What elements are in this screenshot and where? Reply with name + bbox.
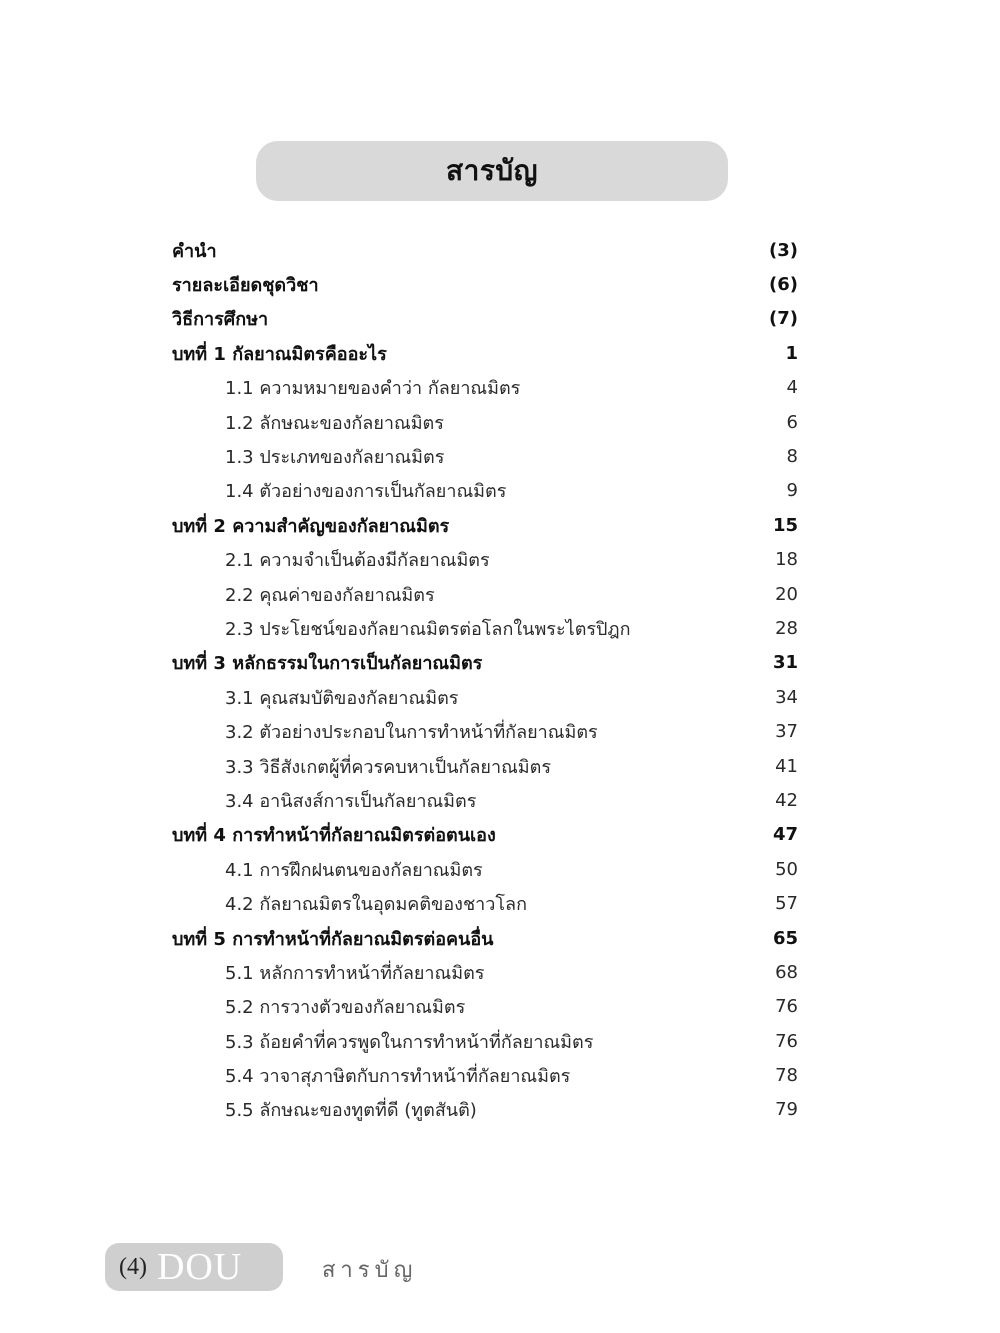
toc-entry-label: 1.2 ลักษณะของกัลยาณมิตร: [225, 412, 444, 434]
toc-chapter-row[interactable]: [172, 921, 798, 955]
toc-section-row[interactable]: [172, 371, 798, 405]
toc-section-row[interactable]: [172, 783, 798, 817]
toc-chapter-row[interactable]: [172, 267, 798, 301]
toc-entry-page: 76: [775, 996, 798, 1018]
toc-entry-page: 1: [785, 342, 798, 364]
footer-badge: [105, 1243, 283, 1291]
toc-entry-page: (7): [769, 308, 798, 330]
toc-entry-label: 3.1 คุณสมบัติของกัลยาณมิตร: [225, 687, 459, 709]
toc-section-row[interactable]: [172, 1058, 798, 1092]
toc-entry-label: 3.2 ตัวอย่างประกอบในการทำหน้าที่กัลยาณมิตร: [225, 722, 598, 744]
toc-entry-label: 5.1 หลักการทำหน้าที่กัลยาณมิตร: [225, 962, 485, 984]
toc-entry-page: 68: [775, 961, 798, 983]
toc-entry-label: 5.3 ถ้อยคำที่ควรพูดในการทำหน้าที่กัลยาณมิตร: [225, 1031, 594, 1053]
toc-entry-page: 78: [775, 1065, 798, 1087]
footer-section-title: สารบัญ: [322, 1258, 418, 1283]
toc-chapter-row[interactable]: [172, 336, 798, 370]
toc-chapter-row[interactable]: [172, 818, 798, 852]
footer-page-number: (4): [119, 1253, 147, 1280]
toc-section-row[interactable]: [172, 543, 798, 577]
dou-logo: DOU: [156, 1246, 243, 1288]
toc-entry-page: 37: [775, 721, 798, 743]
toc-section-row[interactable]: [172, 990, 798, 1024]
toc-entry-page: 6: [786, 411, 798, 433]
toc-entry-label: 1.1 ความหมายของคำว่า กัลยาณมิตร: [225, 378, 521, 400]
page-title: สารบัญ: [446, 154, 538, 187]
toc-entry-label: 5.5 ลักษณะของทูตที่ดี (ทูตสันติ): [225, 1100, 477, 1122]
toc-entry-label: 2.1 ความจำเป็นต้องมีกัลยาณมิตร: [225, 550, 490, 572]
toc-entry-page: 28: [775, 617, 798, 639]
toc-section-row[interactable]: [172, 886, 798, 920]
toc-section-row[interactable]: [172, 577, 798, 611]
toc-chapter-row[interactable]: [172, 508, 798, 542]
toc-entry-label: บทที่ 1 กัลยาณมิตรคืออะไร: [172, 343, 387, 365]
toc-entry-page: 18: [775, 549, 798, 571]
toc-section-row[interactable]: [172, 714, 798, 748]
table-of-contents: [172, 233, 798, 1127]
title-banner: [256, 141, 728, 201]
toc-entry-label: รายละเอียดชุดวิชา: [172, 275, 319, 297]
toc-section-row[interactable]: [172, 474, 798, 508]
toc-section-row[interactable]: [172, 405, 798, 439]
toc-section-row[interactable]: [172, 439, 798, 473]
toc-section-row[interactable]: [172, 1093, 798, 1127]
toc-chapter-row[interactable]: [172, 302, 798, 336]
toc-entry-page: 8: [786, 446, 798, 468]
toc-entry-page: (6): [769, 274, 798, 296]
toc-entry-page: 15: [772, 514, 798, 536]
toc-entry-label: บทที่ 3 หลักธรรมในการเป็นกัลยาณมิตร: [172, 653, 483, 675]
toc-entry-page: 20: [775, 583, 798, 605]
toc-entry-label: 2.3 ประโยชน์ของกัลยาณมิตรต่อโลกในพระไตรปิฎก: [225, 618, 631, 640]
toc-entry-label: 5.4 วาจาสุภาษิตกับการทำหน้าที่กัลยาณมิตร: [225, 1066, 571, 1088]
toc-entry-page: 4: [786, 377, 798, 399]
toc-entry-page: (3): [769, 239, 798, 261]
toc-entry-label: บทที่ 4 การทำหน้าที่กัลยาณมิตรต่อตนเอง: [172, 825, 496, 847]
toc-section-row[interactable]: [172, 680, 798, 714]
toc-entry-label: 5.2 การวางตัวของกัลยาณมิตร: [225, 997, 466, 1019]
toc-entry-label: 1.3 ประเภทของกัลยาณมิตร: [225, 447, 445, 469]
toc-chapter-row[interactable]: [172, 646, 798, 680]
toc-entry-label: 3.4 อานิสงส์การเป็นกัลยาณมิตร: [225, 790, 477, 812]
toc-section-row[interactable]: [172, 611, 798, 645]
toc-entry-label: บทที่ 2 ความสำคัญของกัลยาณมิตร: [172, 515, 450, 537]
toc-section-row[interactable]: [172, 955, 798, 989]
toc-entry-page: 9: [786, 480, 798, 502]
toc-section-row[interactable]: [172, 852, 798, 886]
toc-entry-page: 47: [772, 824, 798, 846]
toc-entry-label: คำนำ: [172, 240, 217, 262]
toc-entry-page: 57: [775, 893, 798, 915]
toc-chapter-row[interactable]: [172, 233, 798, 267]
toc-entry-page: 76: [775, 1030, 798, 1052]
toc-entry-label: 2.2 คุณค่าของกัลยาณมิตร: [225, 584, 435, 606]
toc-entry-label: บทที่ 5 การทำหน้าที่กัลยาณมิตรต่อคนอื่น: [172, 928, 494, 950]
toc-section-row[interactable]: [172, 1024, 798, 1058]
toc-entry-page: 31: [772, 652, 798, 674]
toc-entry-page: 79: [775, 1099, 798, 1121]
toc-entry-page: 41: [775, 755, 798, 777]
toc-entry-label: 4.1 การฝึกฝนตนของกัลยาณมิตร: [225, 859, 483, 881]
toc-entry-label: 1.4 ตัวอย่างของการเป็นกัลยาณมิตร: [225, 481, 507, 503]
toc-entry-label: วิธีการศึกษา: [172, 309, 269, 331]
toc-entry-page: 50: [775, 858, 798, 880]
toc-entry-page: 34: [775, 686, 798, 708]
toc-section-row[interactable]: [172, 749, 798, 783]
toc-entry-label: 3.3 วิธีสังเกตผู้ที่ควรคบหาเป็นกัลยาณมิตร: [225, 756, 552, 778]
toc-entry-page: 42: [775, 789, 798, 811]
toc-entry-label: 4.2 กัลยาณมิตรในอุดมคติของชาวโลก: [225, 894, 527, 916]
toc-entry-page: 65: [772, 927, 798, 949]
